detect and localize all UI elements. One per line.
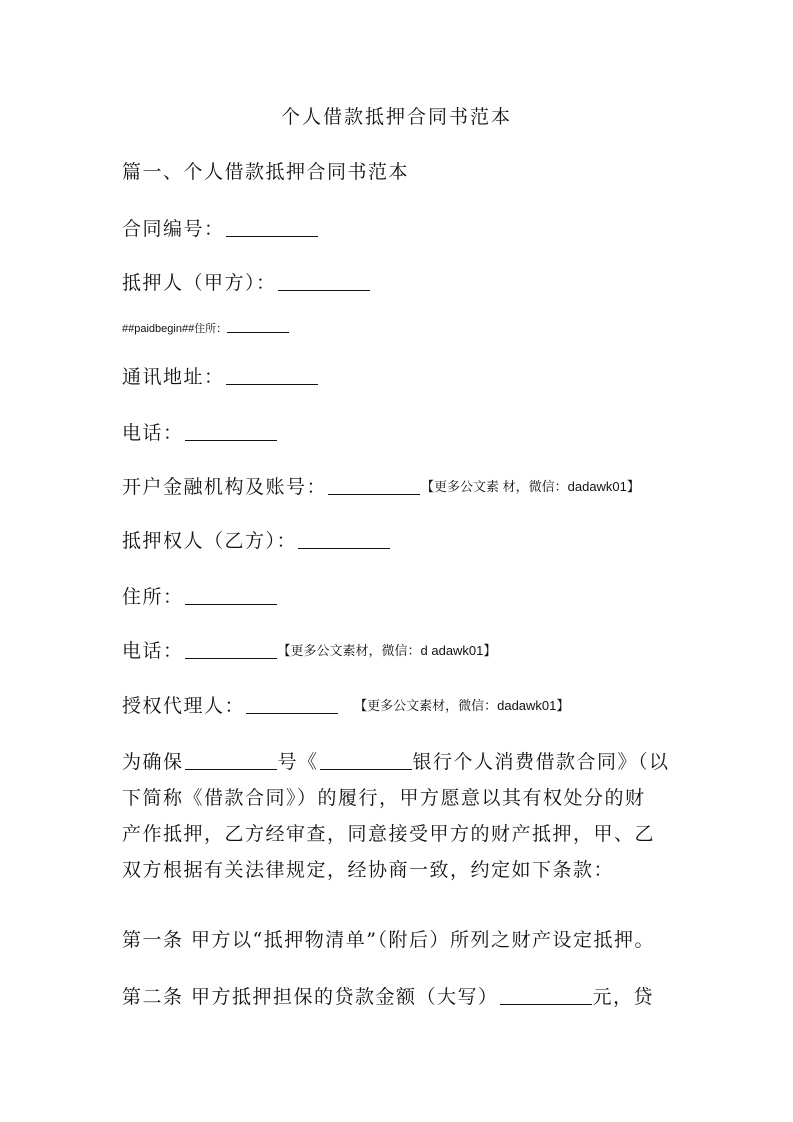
preamble-row-3: 产作抵押，乙方经审查，同意接受甲方的财产抵押，甲、乙 (122, 823, 656, 845)
article-2-text-b: 元，贷 (592, 986, 655, 1008)
bank-account-label: 开户金融机构及账号： (122, 476, 328, 498)
phone-label-1: 电话： (122, 422, 184, 444)
preamble-row-2: 下简称《借款合同》）的履行，甲方愿意以其有权处分的财 (122, 787, 646, 809)
paid-marker-label: ##paidbegin##住所： (122, 323, 228, 335)
mortgagee-label: 抵押权人（乙方）： (122, 530, 298, 552)
phone-blank-1 (185, 420, 277, 441)
preamble-text-c: 银行个人消费借款合同》（以 (412, 751, 670, 773)
preamble-text-b: 号《 (277, 751, 319, 773)
promo-note-3: 【更多公文素材，微信：dadawk01】 (354, 698, 570, 713)
document-title: 个人借款抵押合同书范本 (280, 106, 512, 128)
bank-account-blank (328, 474, 420, 495)
phone-blank-2 (185, 638, 277, 659)
residence-label: 住所： (122, 586, 184, 608)
mortgagor-label: 抵押人（甲方）： (122, 272, 277, 294)
residence-line (122, 584, 278, 609)
address-line (122, 364, 319, 389)
article-1: 第一条 甲方以“抵押物清单”（附后）所列之财产设定抵押。 (122, 929, 655, 951)
phone-line-1 (122, 420, 278, 445)
address-label: 通讯地址： (122, 366, 225, 388)
mortgagor-blank (278, 270, 370, 291)
residence-blank (185, 584, 277, 605)
preamble-paragraph (122, 744, 678, 888)
agent-label: 授权代理人： (122, 695, 246, 717)
contract-number-blank (226, 216, 318, 237)
preamble-text-a: 为确保 (122, 751, 184, 773)
article-2 (122, 984, 654, 1009)
preamble-blank-1 (185, 749, 277, 770)
paid-marker-line (122, 322, 289, 336)
bank-account-line (122, 474, 640, 499)
preamble-row-4: 双方根据有关法律规定，经协商一致，约定如下条款： (122, 859, 615, 881)
section-heading: 篇一、个人借款抵押合同书范本 (122, 161, 410, 183)
phone-label-2: 电话： (122, 640, 184, 662)
preamble-blank-2 (320, 749, 412, 770)
contract-number-label: 合同编号： (122, 218, 225, 240)
article-2-blank (500, 984, 592, 1005)
agent-blank (246, 693, 338, 714)
mortgagee-line (122, 528, 391, 553)
phone-line-2 (122, 638, 496, 663)
residence-blank-small (227, 322, 289, 333)
agent-line (122, 693, 569, 718)
promo-note-1: 【更多公文素 材，微信：dadawk01】 (421, 479, 640, 494)
mortgagor-line (122, 270, 371, 295)
contract-number-line (122, 216, 319, 241)
preamble-row-1 (122, 744, 678, 780)
mortgagee-blank (298, 528, 390, 549)
address-blank (226, 364, 318, 385)
article-2-text-a: 第二条 甲方抵押担保的贷款金额（大写） (122, 986, 499, 1008)
promo-note-2: 【更多公文素材，微信：d adawk01】 (277, 643, 497, 658)
